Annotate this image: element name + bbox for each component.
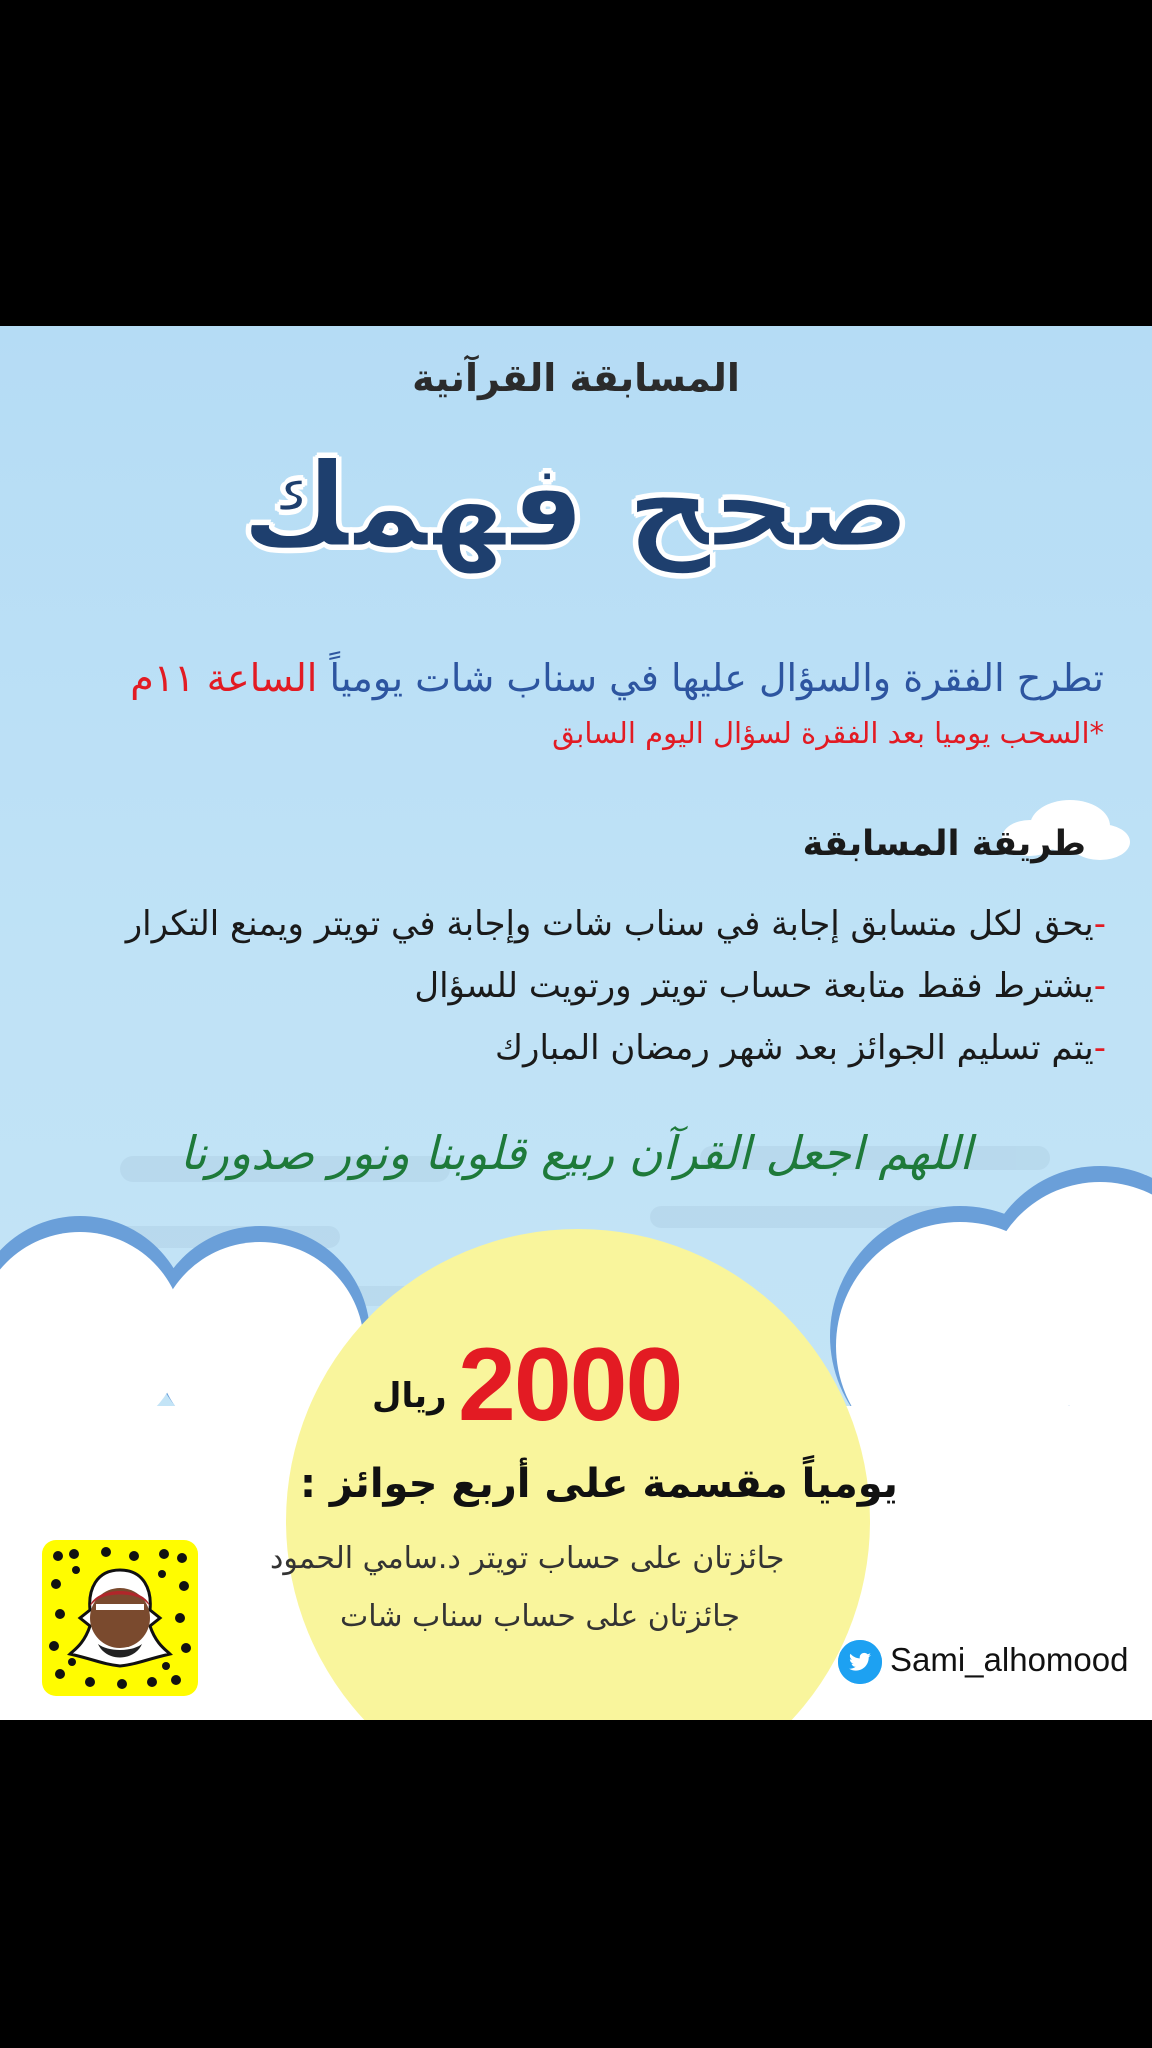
prize-amount: 2000	[458, 1327, 682, 1443]
info-schedule-main: تطرح الفقرة والسؤال عليها في سناب شات يومياً	[317, 656, 1104, 700]
prize-detail-snapchat: جائزتان على حساب سناب شات	[340, 1599, 740, 1634]
prize-detail-twitter: جائزتان على حساب تويتر د.سامي الحمود	[270, 1541, 785, 1576]
rule-text: يشترط فقط متابعة حساب تويتر ورتويت للسؤال	[414, 966, 1094, 1006]
rule-text: يحق لكل متسابق إجابة في سناب شات وإجابة في تويتر ويمنع التكرار	[125, 904, 1094, 944]
info-schedule-suffix: ١١م	[130, 656, 207, 700]
info-schedule-line	[130, 656, 1104, 700]
rule-dash: -	[1093, 1028, 1106, 1068]
rule-dash: -	[1093, 966, 1106, 1006]
top-black-bar	[0, 0, 1152, 326]
contest-supertitle: المسابقة القرآنية	[412, 356, 740, 400]
rule-dash: -	[1093, 904, 1106, 944]
draw-note: *السحب يوميا بعد الفقرة لسؤال اليوم السابق	[552, 716, 1104, 750]
rule-item	[126, 904, 1106, 944]
rule-item	[414, 966, 1106, 1006]
poster-title: صحح فهمك	[241, 436, 911, 574]
snapchat-snapcode-icon[interactable]	[36, 1534, 204, 1702]
prize-currency: ريال	[372, 1376, 447, 1416]
prize-split-text: يومياً مقسمة على أربع جوائز :	[300, 1461, 898, 1507]
info-schedule-time: الساعة	[206, 656, 318, 700]
quran-contest-poster	[0, 326, 1152, 1720]
rule-text: يتم تسليم الجوائز بعد شهر رمضان المبارك	[495, 1028, 1094, 1068]
twitter-bird-icon	[838, 1640, 882, 1684]
rule-item	[495, 1028, 1106, 1068]
twitter-handle[interactable]: Sami_alhomood	[890, 1641, 1129, 1678]
bottom-black-bar	[0, 1720, 1152, 2048]
method-heading: طريقة المسابقة	[802, 824, 1086, 864]
prayer-calligraphy: اللهم اجعل القرآن ربيع قلوبنا ونور صدورنا	[179, 1126, 973, 1180]
